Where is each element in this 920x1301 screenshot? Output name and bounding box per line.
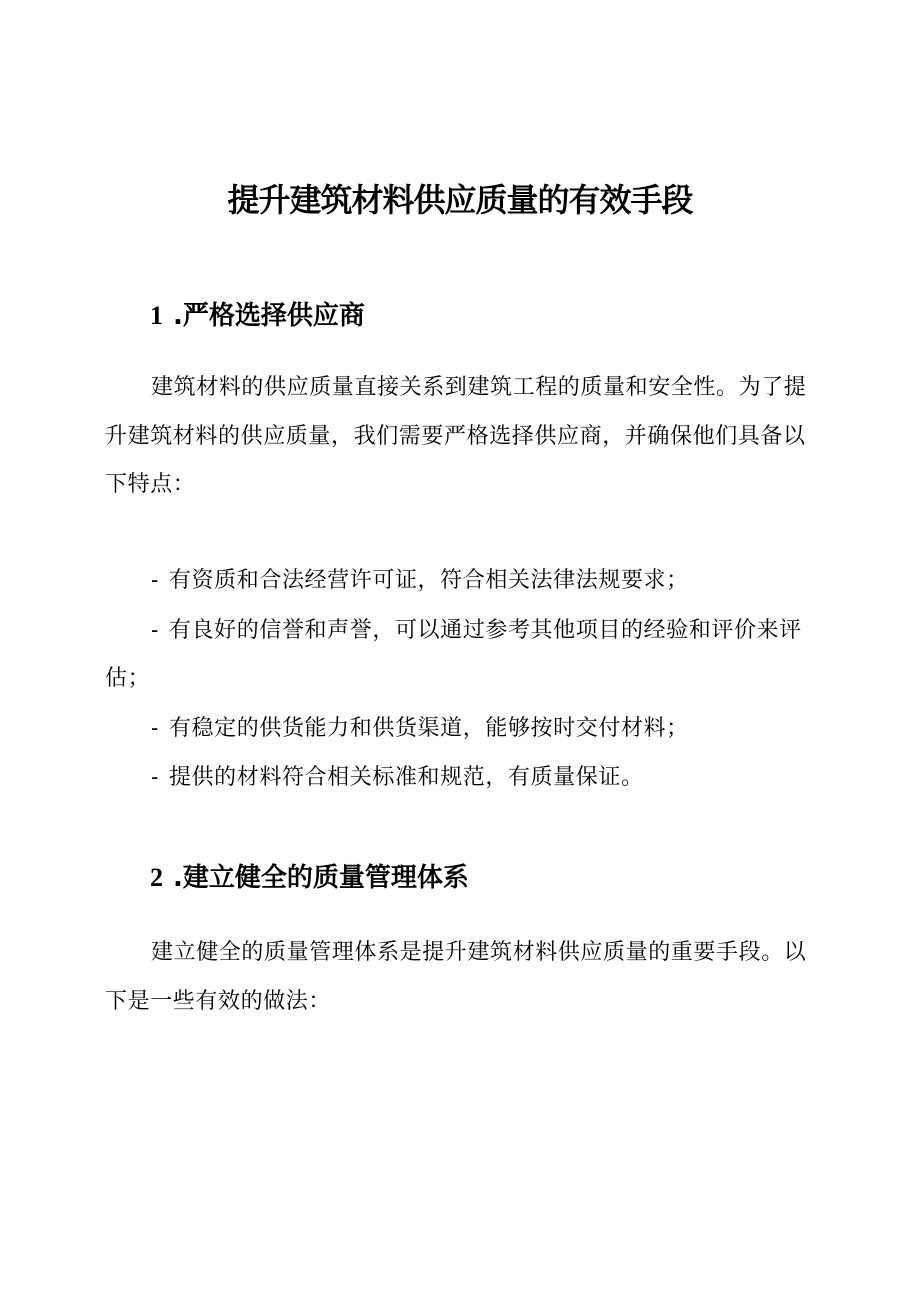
section-1-number: 1 [150,301,163,330]
bullet-dash: - [151,714,159,740]
list-item [105,704,821,754]
bullet-text: 有稳定的供货能力和供货渠道，能够按时交付材料； [168,715,689,741]
list-item [105,753,821,803]
section-1-heading [150,296,365,336]
bullet-dash: - [151,616,159,642]
list-item [105,556,821,606]
section-2-paragraph: 建立健全的质量管理体系是提升建筑材料供应质量的重要手段。以下是一些有效的做法： [105,940,807,1014]
section-2-number: 2 [150,863,163,892]
bullet-dash: - [151,567,159,592]
bullet-text: 有资质和合法经营许可证，符合相关法律法规要求； [168,568,689,593]
section-2-title: .建立健全的质量管理体系 [173,863,469,893]
bullet-dash: - [151,764,159,789]
section-1-title: .严格选择供应商 [173,301,365,331]
section-2-heading [150,858,469,898]
section-1-bullet-list [105,556,821,803]
list-item [105,606,821,704]
section-1-paragraph: 建筑材料的供应质量直接关系到建筑工程的质量和安全性。为了提升建筑材料的供应质量，我们需要严格选择供应商，并确保他们具备以下特点： [105,375,807,497]
document-title: 提升建筑材料供应质量的有效手段 [227,181,693,219]
bullet-text: 提供的材料符合相关标准和规范，有质量保证。 [168,765,644,790]
bullet-text: 有良好的信誉和声誉，可以通过参考其他项目的经验和评价来评估； [105,617,802,691]
